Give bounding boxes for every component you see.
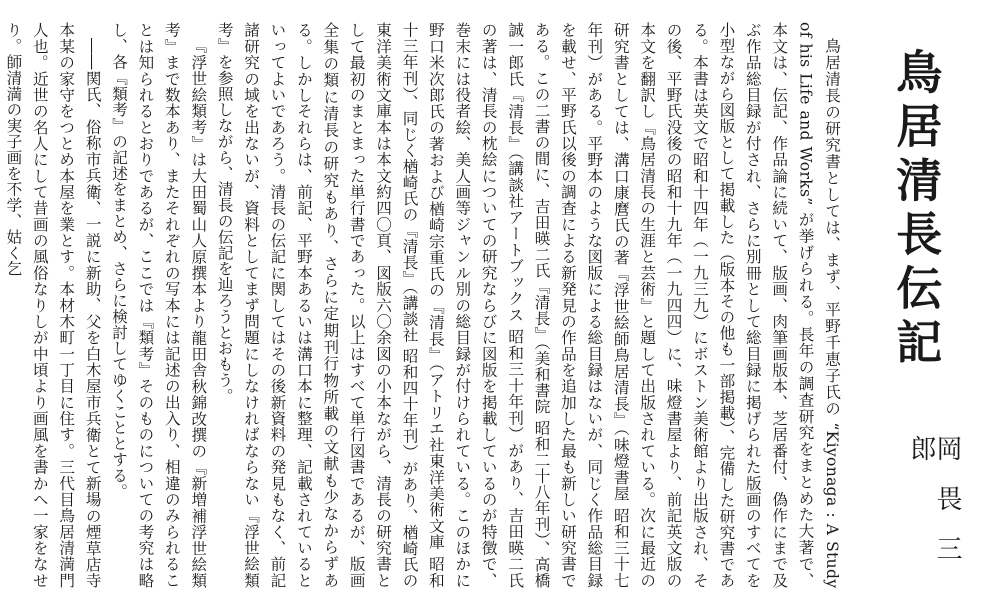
author-name: 岡畏三郎 [906,435,962,585]
body-paragraph: 『浮世絵類考』は大田蜀山人原撰本より龍田舎秋錦改撰の『新増補浮世絵類考』まで数本あり、またそれぞれの写本には記述の出入り、相違のみられることは知られるとおりであるが、ここでは『類考』そのものについての考究は略し、各『類考』の記述をまとめ、さらに検討してゆくこととする。 [110,22,208,588]
article-body [4,22,845,588]
body-paragraph: ――関氏、俗称市兵衛、一説に新助、父を白木屋市兵衛とて新場の煙草店寺本某の家守をつとめ本屋を業とす。本材木町一丁目に住す。三代目鳥居清満門人也。近世の名人にして昔画の風俗なりしが中頃より画風を書かへ一家をなせり。師清満の実子画を不学、姑く乞 [4,22,102,588]
article-title: 鳥居清長伝記 [889,48,944,372]
body-paragraph: 鳥居清長の研究書としては、まず、平野千恵子氏の “Kiyonaga : A Study of his Life and Works” が挙げられる。長年の調査研究をまとめた大著で、本文は、伝記、作品論に続いて、版画、肉筆画版本、芝居番付、偽作にまで及ぶ作品総目録が付され、さらに別冊として総目録に掲げられた版画のすべてを小型ながら図版として掲載した（版本その他も一部掲載）、完備した研究書である。本書は英文で昭和十四年（一九三九）にボストン美術館より出版され、その後、平野氏没後の昭和十九年（一九四四）に、味燈書屋より、前記英文版の本文を翻訳し『鳥居清長の生涯と芸術』と題して出版されている。次に最近の研究書としては、溝口康麿氏の著『浮世絵師鳥居清長』（味燈書屋 昭和三十七年刊）がある。平野本のような図版による総目録はないが、同じく作品総目録を載せ、平野氏以後の調査による新発見の作品を追加した最も新しい研究書である。この二書の間に、吉田暎二氏『清長』（美和書院 昭和二十八年刊）、高橋誠一郎氏『清長』（講談社アートブックス 昭和三十年刊）があり、吉田暎二氏の著は、清長の枕絵についての研究ならびに図版を掲載しているのが特徴で、巻末には役者絵、美人画等ジャンル別の総目録が付けられている。このほかに野口米次郎氏の著および楢崎宗重氏の『清長』（アトリエ社東洋美術文庫 昭和十三年刊）、同じく楢崎氏の『清長』（講談社 昭和四十年刊）があり、楢崎氏の東洋美術文庫本は本文約四〇頁、図版六〇余図の小本ながら、清長の研究書として最初のまとまった単行書であった。以上はすべて単行図書であるが、版画全集の類に清長の研究もあり、さらに定期刊行物所載の文献も少なからずある。しかしそれらは、前記、平野本あるいは溝口本に整理、記載されているといってよいであろう。清長の伝記に関してはその後新資料の発見もなく、前記諸研究の域を出ないが、資料としてまず問題にしなければならない『浮世絵類考』を参照しながら、清長の伝記を辿ろうとおもう。 [215,22,841,588]
